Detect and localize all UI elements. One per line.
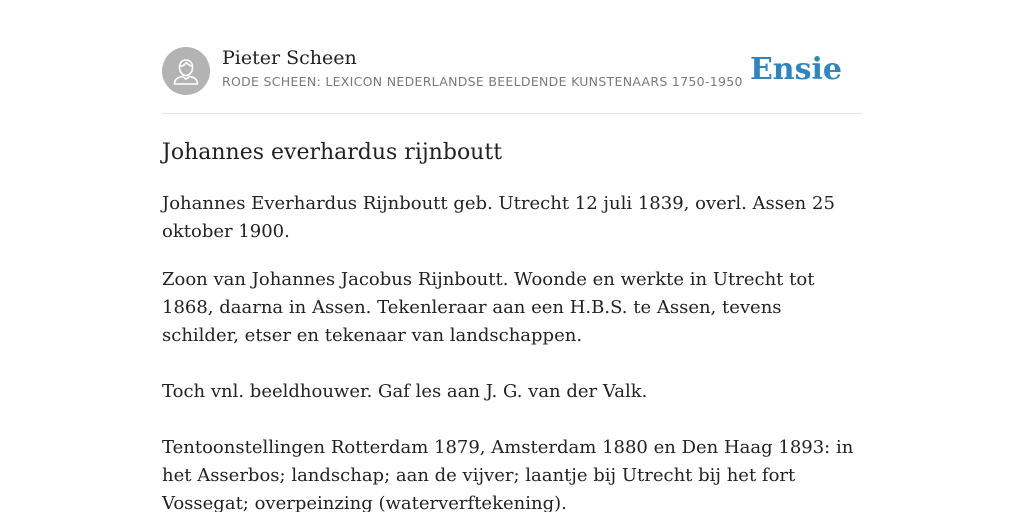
article-paragraph: Zoon van Johannes Jacobus Rijnboutt. Woonde en werkte in Utrecht tot 1868, daarna in Assen. Tekenleraar aan een H.B.S. te Assen, tevens schilder, etser en tekenaar van landschappen. Toch vnl. beeldhouwer. Gaf les aan J. G. van der Valk. Tentoonstellingen Rotterdam 1879, Amsterdam 1880 en Den Haag 1893: in het Asserbos; landschap; aan de vijver; laantje bij Utrecht bij het fort Vossegat; overpeinzing (waterverftekening).	[162, 269, 854, 512]
page-title: Johannes everhardus rijnboutt	[162, 140, 503, 165]
author-name[interactable]: Pieter Scheen	[222, 47, 357, 69]
user-avatar-icon[interactable]	[162, 47, 210, 95]
article-body	[162, 190, 862, 512]
article-paragraph: Johannes Everhardus Rijnboutt geb. Utrecht 12 juli 1839, overl. Assen 25 oktober 1900.	[162, 193, 835, 242]
header	[162, 46, 862, 96]
brand-logo[interactable]: Ensie	[749, 52, 842, 87]
header-divider	[162, 113, 862, 114]
source-title[interactable]: RODE SCHEEN: LEXICON NEDERLANDSE BEELDENDE KUNSTENAARS 1750-1950	[222, 74, 743, 89]
